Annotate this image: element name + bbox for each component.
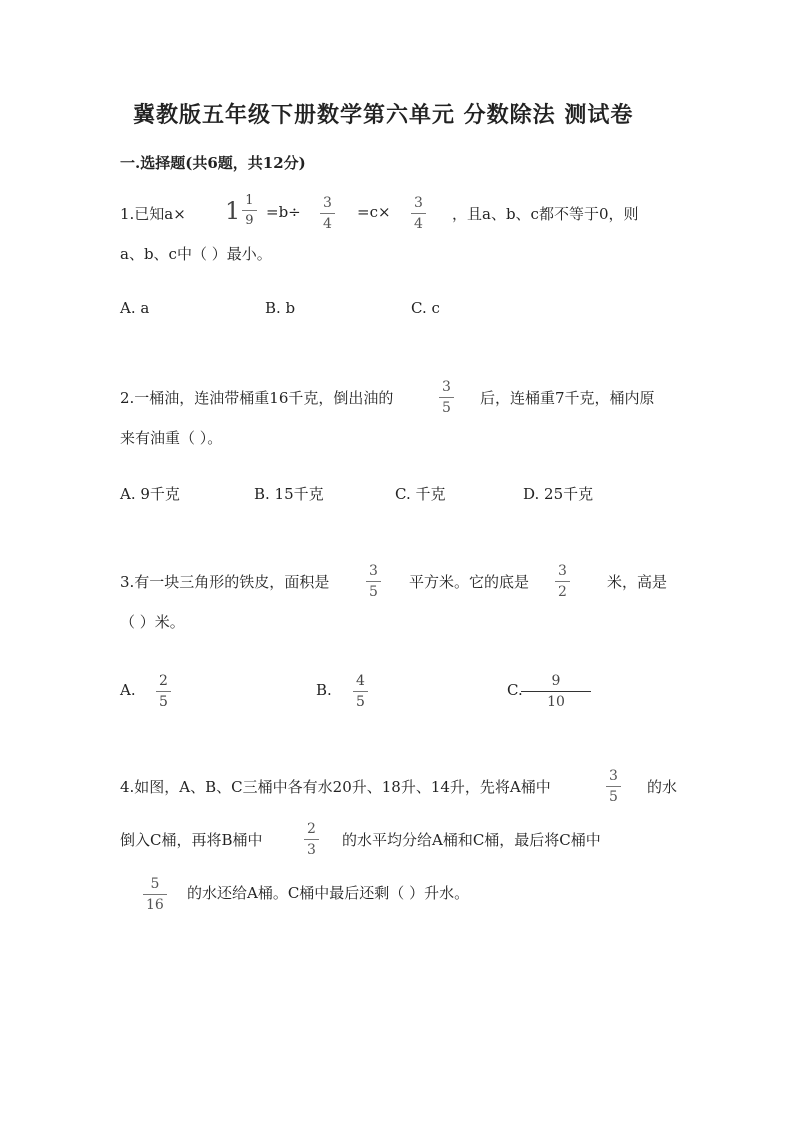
q4-text-line2-part1: 倒入C桶，再将B桶中 — [120, 831, 263, 849]
q1-fraction-2-denominator: 4 — [411, 213, 426, 231]
q3-fraction-1-numerator: 3 — [369, 563, 378, 579]
q3-fraction-1 — [366, 564, 381, 599]
q3-option-c-numerator: 9 — [551, 673, 561, 689]
q3-text-line2: （ ）米。 — [120, 613, 185, 631]
q4-fraction-3-numerator: 5 — [150, 876, 160, 892]
q1-mixed-fraction — [242, 194, 256, 227]
q3-option-a-numerator: 2 — [159, 673, 168, 689]
q3-option-a-fraction[interactable] — [156, 674, 171, 709]
q2-fraction-numerator: 3 — [442, 379, 451, 395]
q1-fraction-1 — [320, 196, 335, 231]
q4-fraction-3-denominator: 16 — [143, 894, 167, 912]
q3-text-part1: 3.有一块三角形的铁皮，面积是 — [120, 573, 330, 591]
q1-fraction-1-numerator: 3 — [323, 195, 332, 211]
q3-fraction-2-numerator: 3 — [558, 563, 567, 579]
q1-fraction-2 — [411, 196, 426, 231]
q1-text-part4: ，且a、b、c都不等于0，则 — [452, 205, 639, 223]
q1-fraction-1-denominator: 4 — [320, 213, 335, 231]
q3-option-c-fraction[interactable] — [522, 674, 590, 709]
q4-fraction-2 — [304, 822, 319, 857]
q3-option-c-label[interactable]: C. — [507, 681, 523, 699]
section-heading: 一.选择题(共6题，共12分) — [120, 154, 306, 172]
q1-fraction-2-numerator: 3 — [414, 195, 423, 211]
q3-fraction-1-denominator: 5 — [366, 581, 381, 599]
q4-fraction-2-numerator: 2 — [307, 821, 316, 837]
q4-text-line1: 4.如图，A、B、C三桶中各有水20升、18升、14升，先将A桶中 — [120, 778, 551, 796]
q3-option-b-denominator: 5 — [353, 691, 368, 709]
q1-text-part3: =c× — [357, 203, 391, 221]
q1-option-c[interactable]: C. c — [411, 299, 440, 317]
q4-fraction-1-denominator: 5 — [606, 786, 621, 804]
q2-option-c[interactable]: C. 千克 — [395, 485, 446, 503]
q2-option-b[interactable]: B. 15千克 — [254, 485, 324, 503]
q3-text-part2: 平方米。它的底是 — [409, 573, 530, 591]
q2-option-d[interactable]: D. 25千克 — [523, 485, 594, 503]
q2-option-a[interactable]: A. 9千克 — [120, 485, 180, 503]
q1-option-b[interactable]: B. b — [265, 299, 296, 317]
q1-text-line2: a、b、c中（ ）最小。 — [120, 245, 272, 263]
q4-text-line2-part2: 的水平均分给A桶和C桶，最后将C桶中 — [342, 831, 601, 849]
q1-text-part1: 1.已知a× — [120, 205, 186, 223]
q3-option-b-fraction[interactable] — [353, 674, 368, 709]
q3-option-c-denominator: 10 — [521, 691, 591, 709]
q2-text-part1: 2.一桶油，连油带桶重16千克，倒出油的 — [120, 389, 394, 407]
q3-option-b-label[interactable]: B. — [316, 681, 332, 699]
q3-fraction-2-denominator: 2 — [555, 581, 570, 599]
q2-text-line2: 来有油重（ ）。 — [120, 429, 223, 447]
page-title: 冀教版五年级下册数学第六单元 分数除法 测试卷 — [133, 102, 634, 128]
q3-option-a-label[interactable]: A. — [120, 681, 136, 699]
q3-option-b-numerator: 4 — [356, 673, 365, 689]
q1-mixed-denominator: 9 — [242, 210, 256, 227]
q1-text-part2: =b÷ — [266, 203, 301, 221]
q4-fraction-1-numerator: 3 — [609, 768, 618, 784]
q3-option-a-denominator: 5 — [156, 691, 171, 709]
q4-fraction-3 — [143, 877, 167, 912]
q4-text-line1-end: 的水 — [647, 778, 678, 796]
q4-text-line3: 的水还给A桶。C桶中最后还剩（ ）升水。 — [187, 884, 470, 902]
q1-mixed-numerator: 1 — [245, 193, 254, 208]
q1-mixed-whole: 1 — [225, 196, 241, 225]
q2-fraction-denominator: 5 — [439, 397, 454, 415]
q2-fraction — [439, 380, 454, 415]
q3-text-part3: 米，高是 — [607, 573, 668, 591]
q1-mixed-number — [225, 194, 257, 227]
q3-fraction-2 — [555, 564, 570, 599]
q4-fraction-1 — [606, 769, 621, 804]
q1-option-a[interactable]: A. a — [120, 299, 150, 317]
q4-fraction-2-denominator: 3 — [304, 839, 319, 857]
q2-text-part2: 后，连桶重7千克，桶内原 — [480, 389, 655, 407]
